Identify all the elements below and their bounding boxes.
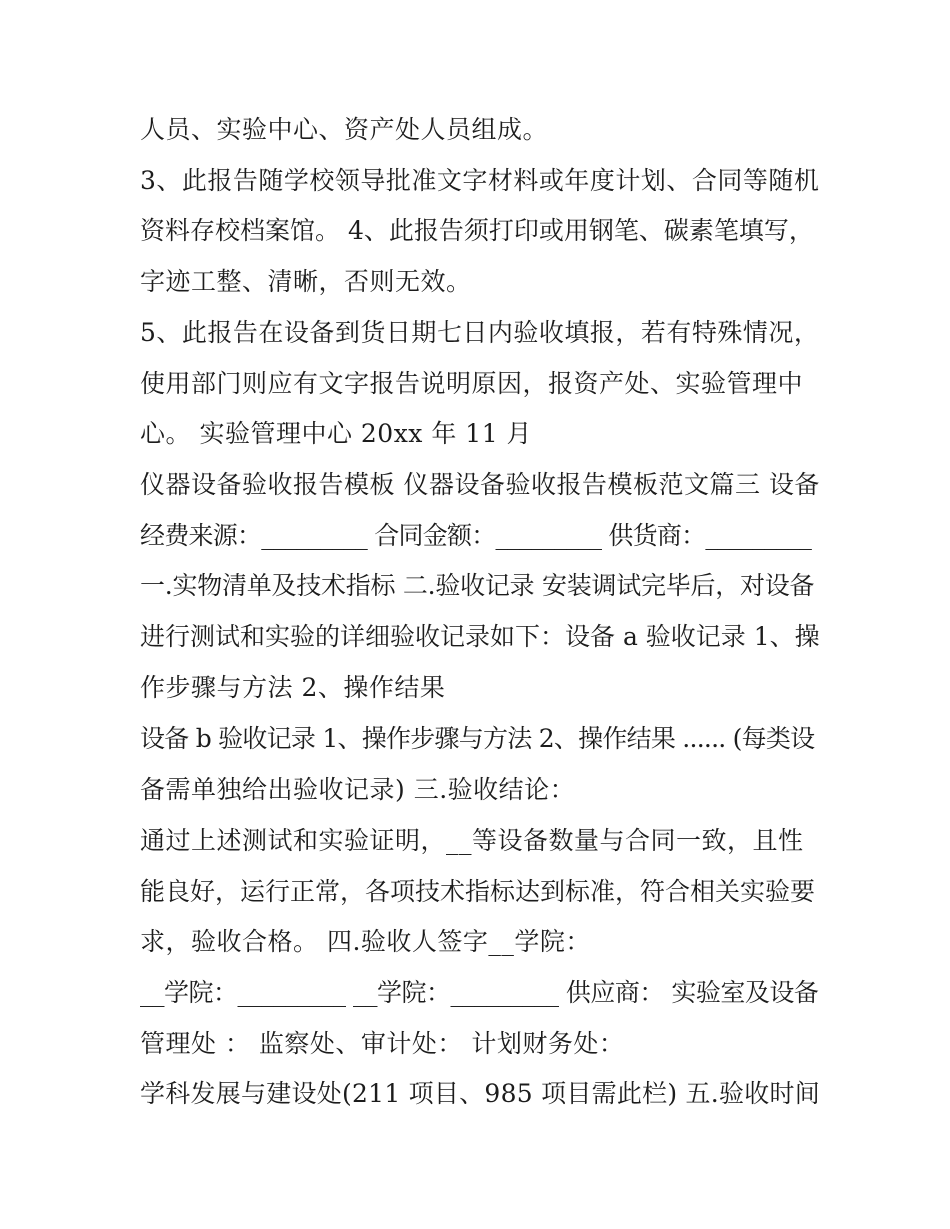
text-line: 5、此报告在设备到货日期七日内验收填报，若有特殊情况， bbox=[140, 318, 820, 347]
text-line: 资料存校档案馆。 4、此报告须打印或用钢笔、碳素笔填写， bbox=[140, 216, 814, 245]
text-line: 使用部门则应有文字报告说明原因，报资产处、实验管理中 bbox=[140, 369, 804, 398]
text-line: 心。 实验管理中心 20xx 年 11 月 bbox=[140, 419, 533, 448]
text-line: 3、此报告随学校领导批准文字材料或年度计划、合同等随机 bbox=[140, 166, 820, 195]
text-line: 管理处 ： 监察处、审计处： 计划财务处： bbox=[140, 1029, 625, 1058]
text-line: 作步骤与方法 2、操作结果 bbox=[140, 673, 446, 702]
text-line: 经费来源：_________ 合同金额：_________ 供货商：_________ bbox=[140, 521, 812, 550]
text-line: 仪器设备验收报告模板 仪器设备验收报告模板范文篇三 设备 bbox=[140, 470, 820, 499]
text-line: 能良好，运行正常，各项技术指标达到标准，符合相关实验要 bbox=[140, 877, 816, 906]
text-line: 通过上述测试和实验证明，__等设备数量与合同一致，且性 bbox=[140, 826, 804, 855]
text-line: 人员、实验中心、资产处人员组成。 bbox=[140, 115, 549, 144]
text-line: 备需单独给出验收记录) 三.验收结论： bbox=[140, 775, 576, 804]
text-line: 求，验收合格。 四.验收人签字__学院： bbox=[140, 927, 591, 956]
text-line: 字迹工整、清晰，否则无效。 bbox=[140, 267, 472, 296]
text-line: 学科发展与建设处(211 项目、985 项目需此栏) 五.验收时间 bbox=[140, 1079, 820, 1108]
text-line: 一.实物清单及技术指标 二.验收记录 安装调试完毕后，对设备 bbox=[140, 571, 815, 600]
text-line: 进行测试和实验的详细验收记录如下：设备 a 验收记录 1、操 bbox=[140, 622, 820, 651]
text-line: 设备 b 验收记录 1、操作步骤与方法 2、操作结果 ...... (每类设 bbox=[140, 724, 815, 753]
text-line: __学院：_________ __学院：_________ 供应商： 实验室及设备 bbox=[140, 978, 819, 1007]
